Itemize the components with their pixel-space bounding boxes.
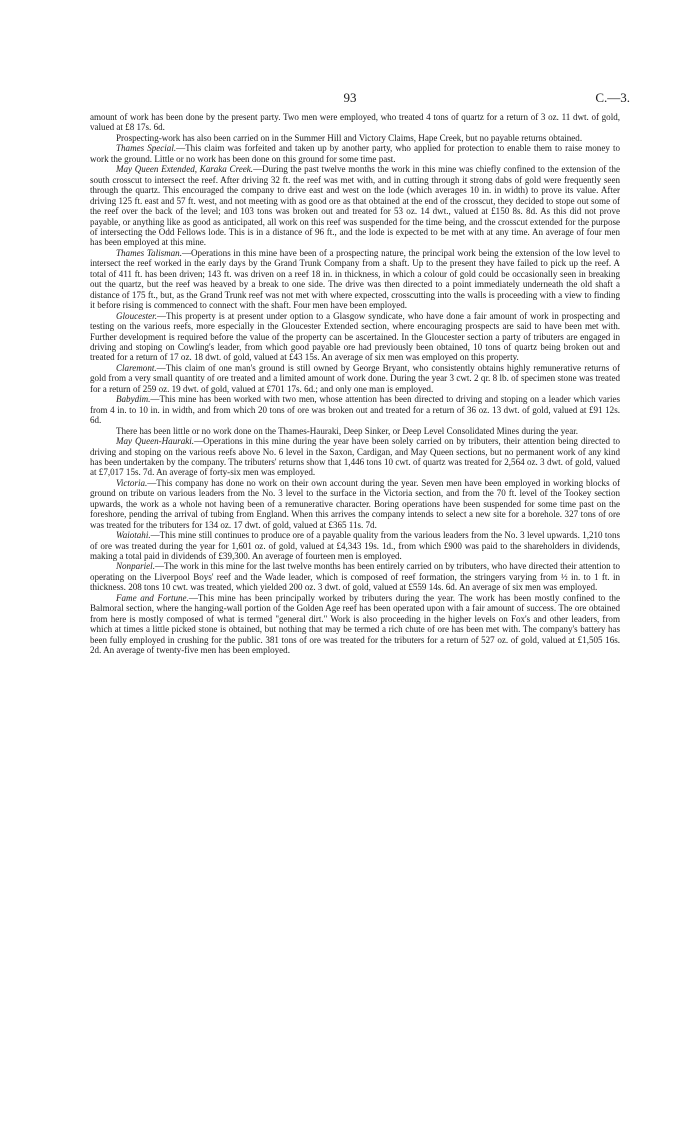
paragraph-text: —Operations in this mine during the year have been solely carried on by tributers, their attention being directed to driving and stoping on the various reefs above No. 6 level in the Saxon, Cardigan, and May Queen sections, but no permanent work of any kind has been undertaken by the company. The tributers' returns show that 1,446 tons 10 cwt. of quartz was treated for 2,564 oz. 3 dwt. of gold, valued at £7,017 15s. 7d. An average of forty-six men was employed.	[90, 436, 620, 478]
paragraph	[90, 394, 620, 425]
paragraph	[90, 436, 620, 478]
paragraph-text: amount of work has been done by the present party. Two men were employed, who treated 4 tons of quartz for a return of 3 oz. 11 dwt. of gold, valued at £8 17s. 6d.	[90, 112, 620, 133]
paragraph-text: There has been little or no work done on the Thames-Hauraki, Deep Sinker, or Deep Level Consolidated Mines during the year.	[116, 425, 578, 436]
page-number: 93	[343, 90, 357, 105]
paragraph-heading: May Queen Extended, Karaka Creek.	[116, 164, 254, 175]
paragraph-text: —This mine still continues to produce ore of a payable quality from the various leaders from the No. 3 level upwards. 1,210 tons of ore was treated during the year for 1,601 oz. of gold, valued at £4,343 19s. 1d., from which £900 was paid to the shareholders in dividends, making a total paid in dividends of £39,300. An average of fourteen men is employed.	[90, 530, 620, 562]
paragraph	[90, 133, 620, 143]
paragraph-heading: Waiotahi.	[116, 530, 151, 541]
document-body	[90, 112, 620, 656]
paragraph	[90, 143, 620, 164]
paragraph	[90, 593, 620, 656]
paragraph-text: —During the past twelve months the work in this mine was chiefly confined to the extension of the south crosscut to intersect the reef. After driving 32 ft. the reef was met with, and in cutting through it strong dabs of gold were frequently seen through the quartz. This encouraged the company to drive east and west on the lode (which averages 10 in. in width) to prove its value. After driving 125 ft. east and 57 ft. west, and not meeting with as good ore as that obtained at the end of the crosscut, they decided to stope out some of the reef over the back of the level; and 103 tons was broken out and treated for 53 oz. 14 dwt., valued at £150 8s. 8d. As this did not prove payable, or anything like as good as anticipated, all work on this reef was suspended for the time being, and the crosscut extended for the purpose of intersecting the Odd Fellows lode. This is in a distance of 96 ft., and the lode is expected to be met with at any time. An average of four men has been employed at this mine.	[90, 164, 620, 248]
paragraph-text: —The work in this mine for the last twelve months has been entirely carried on by tributers, who have directed their attention to operating on the Liverpool Boys' reef and the Wade leader, which is composed of reef formation, the stringers varying from ½ in. to 1 ft. in thickness. 208 tons 10 cwt. was treated, which yielded 200 oz. 3 dwt. of gold, valued at £559 14s. 6d. An average of six men was employed.	[90, 561, 620, 593]
paragraph-text: Prospecting-work has also been carried on in the Summer Hill and Victory Claims, Hape Creek, but no payable returns obtained.	[116, 132, 583, 143]
paragraph-text: —This property is at present under option to a Glasgow syndicate, who have done a fair amount of work in prospecting and testing on the various reefs, more especially in the Gloucester Extended section, where encouraging prospects are said to have been met with. Further development is required before the value of the property can be ascertained. In the Gloucester section a party of tributers are engaged in driving and stoping on Cowling's leader, from which good payable ore had previously been obtained, 10 tons of quartz being broken out and treated for a return of 17 oz. 18 dwt. of gold, valued at £43 15s. An average of six men was employed on this property.	[90, 310, 620, 363]
paragraph-heading: Thames Special.	[116, 143, 177, 154]
paragraph-heading: Fame and Fortune.	[116, 592, 189, 603]
paragraph	[90, 112, 620, 133]
paragraph-heading: Thames Talisman.	[116, 247, 182, 258]
paragraph-heading: Victoria.	[116, 477, 148, 488]
paragraph-text: —This company has done no work on their own account during the year. Seven men have been employed in working blocks of ground on tribute on various leaders from the No. 3 level to the surface in the Victoria section, and from the 70 ft. level of the Tookey section upwards, the work as a whole not having been of a remunerative character. Boring operations have been suspended for some time past on the foreshore, pending the arrival of tubing from England. When this arrives the company intends to select a new site for a borehole. 327 tons of ore was treated for the tributers for 134 oz. 17 dwt. of gold, valued at £365 11s. 7d.	[90, 477, 620, 530]
paragraph-text: —This claim was forfeited and taken up by another party, who applied for protection to enable them to raise money to work the ground. Little or no work has been done on this ground for some time past.	[90, 143, 620, 164]
paragraph	[90, 248, 620, 311]
paragraph	[90, 363, 620, 394]
paragraph-heading: Babydim.	[116, 394, 151, 405]
paragraph	[90, 478, 620, 530]
paragraph	[90, 530, 620, 561]
document-reference: C.—3.	[595, 90, 630, 105]
paragraph	[90, 426, 620, 436]
paragraph-text: —This mine has been principally worked by tributers during the year. The work has been mostly confined to the Balmoral section, where the hanging-wall portion of the Golden Age reef has been operated upon with a fair amount of success. The ore obtained from here is mostly composed of what is termed "general dirt." Work is also proceeding in the higher levels on Fox's and other leaders, from which at times a little picked stone is obtained, but nothing that may be termed a rich chute of ore has been met with. The company's battery has been fully employed in crushing for the public. 381 tons of ore was treated for the tributers for a return of 527 oz. of gold, valued at £1,505 16s. 2d. An average of twenty-five men has been employed.	[90, 592, 621, 656]
paragraph	[90, 164, 620, 248]
paragraph-text: —This claim of one man's ground is still owned by George Bryant, who consistently obtains highly remunerative returns of gold from a very small quantity of ore treated and a limited amount of work done. During the year 3 cwt. 2 qr. 8 lb. of specimen stone was treated for a return of 259 oz. 19 dwt. of gold, valued at £701 17s. 6d.; and only one man is employed.	[90, 362, 620, 394]
paragraph-text: —Operations in this mine have been of a prospecting nature, the principal work being the extension of the low level to intersect the reef worked in the early days by the Grand Trunk Company from a shaft. Up to the present they have failed to pick up the reef. A total of 411 ft. has been driven; 143 ft. was driven on a reef 18 in. in thickness, in which a colour of gold could be occasionally seen in breaking out the quartz, but the reef was heaved by a break to one side. The drive was then directed to a point immediately underneath the old shaft a distance of 175 ft., but, as the Grand Trunk reef was not met with where expected, crosscutting into the walls is proceeding with a view to finding it before rising is commenced to connect with the shaft. Four men have been employed.	[90, 247, 621, 311]
paragraph-heading: Claremont.	[116, 362, 157, 373]
paragraph-heading: May Queen-Hauraki.	[116, 436, 195, 447]
paragraph	[90, 311, 620, 363]
paragraph-heading: Gloucester.	[116, 310, 157, 321]
paragraph-text: —This mine has been worked with two men, whose attention has been directed to driving and stoping on a leader which varies from 4 in. to 10 in. in width, and from which 20 tons of ore was broken out and treated for a return of 36 oz. 13 dwt. of gold, valued at £91 12s. 6d.	[90, 394, 620, 426]
paragraph	[90, 561, 620, 592]
paragraph-heading: Nonpariel.	[116, 561, 155, 572]
